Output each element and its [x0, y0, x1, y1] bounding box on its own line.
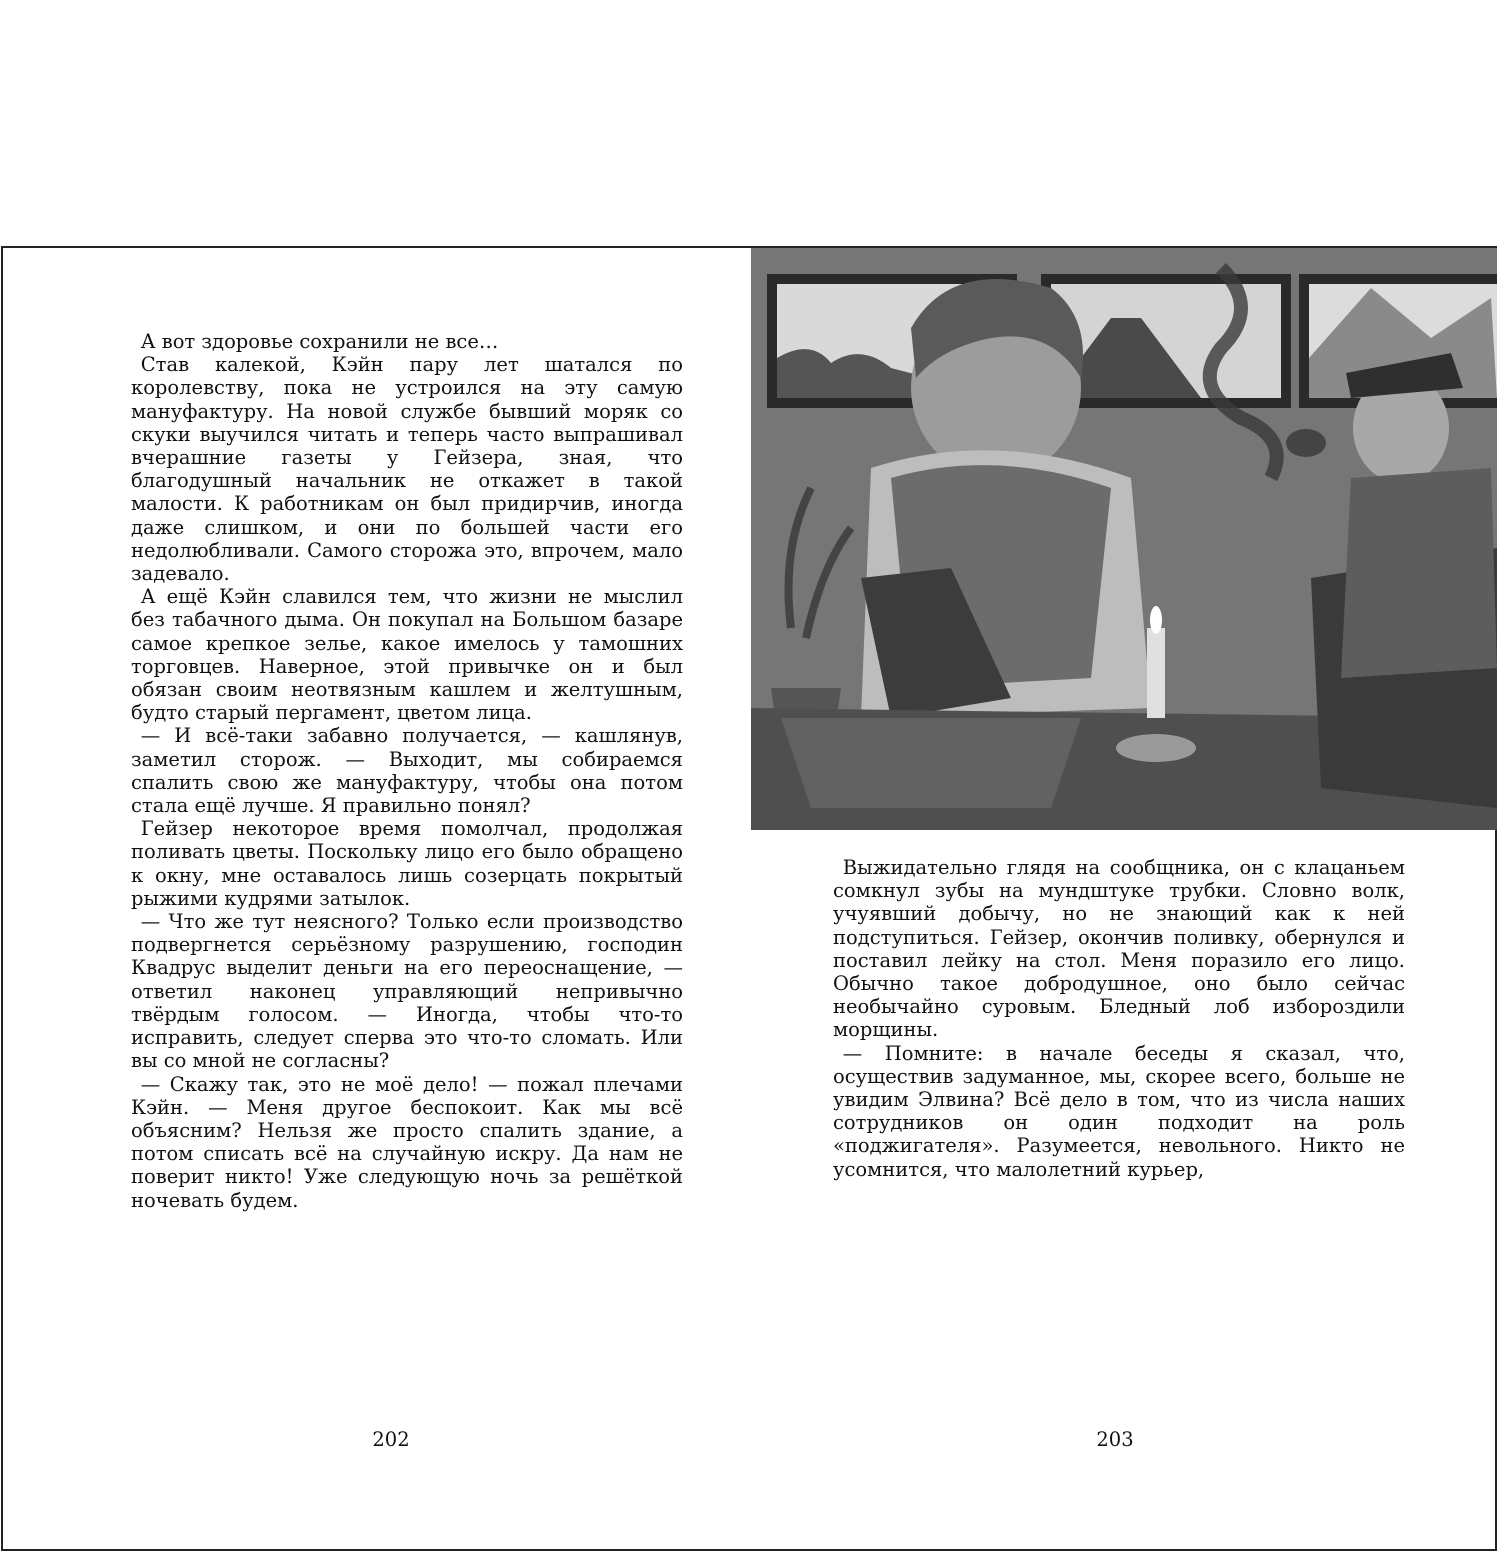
paragraph: — Помните: в начале беседы я сказал, что, осуществив задуманное, мы, скорее всего, больше не увидим Элвина? Всё дело в том, что из числа наших сотрудников он один подходит на роль «поджигателя». Разумеется, невольного. Никто не усомнится, что малолетний курьер, — [833, 1041, 1405, 1181]
watchman-coat — [1341, 468, 1497, 678]
candle-flame — [1150, 606, 1162, 634]
paragraph: А вот здоровье сохранили не все… — [140, 330, 499, 353]
illustration-drawing — [751, 248, 1497, 830]
candle — [1147, 628, 1165, 718]
left-page-text — [131, 330, 683, 1212]
paragraph: — Скажу так, это не моё дело! — пожал плечами Кэйн. — Меня другое беспокоит. Как мы всё объясним? Нельзя же просто спалить здание, а потом списать всё на случайную искру. Да нам не поверит никто! Уже следующую ночь за решёткой ночевать будем. — [131, 1072, 683, 1212]
book-spread — [1, 246, 1497, 1551]
right-page-text — [833, 856, 1405, 1181]
paragraph: — И всё-таки забавно получается, — кашлянув, заметил сторож. — Выходит, мы собираемся спалить свою же мануфактуру, чтобы она потом стала ещё лучше. Я правильно понял? — [131, 724, 683, 818]
paragraph: Став калекой, Кэйн пару лет шатался по королевству, пока не устроился на эту самую мануфактуру. На новой службе бывший моряк со скуки выучился читать и теперь часто выпрашивал вчерашние газеты у Гейзера, зная, что благодушный начальник не откажет в такой малости. К работникам он был придирчив, иногда даже слишком, и они по большей части его недолюбливали. Самого сторожа это, впрочем, мало задевало. — [131, 353, 683, 586]
illustration — [751, 248, 1497, 830]
paragraph: Выжидательно глядя на сообщника, он с клацаньем сомкнул зубы на мундштуке трубки. Словно волк, учуявший добычу, но не знающий как к ней подступиться. Гейзер, окончив поливку, обернулся и поставил лейку на стол. Меня поразило его лицо. Обычно такое добродушное, оно было сейчас необычайно суровым. Бледный лоб избороздили морщины. — [833, 856, 1405, 1042]
candle-holder — [1116, 734, 1196, 762]
right-page — [751, 248, 1499, 1549]
page-number: 203 — [1096, 1428, 1134, 1451]
left-page — [3, 248, 751, 1549]
paragraph: Гейзер некоторое время помолчал, продолжая поливать цветы. Поскольку лицо его было обращено к окну, мне оставалось лишь созерцать покрытый рыжими кудрями затылок. — [131, 817, 683, 910]
paragraph: А ещё Кэйн славился тем, что жизни не мыслил без табачного дыма. Он покупал на Большом базаре самое крепкое зелье, какое имелось у тамошних торговцев. Наверное, этой привычке он и был обязан своим неотвязным кашлем и желтушным, будто старый пергамент, цветом лица. — [131, 585, 683, 725]
paragraph: — Что же тут неясного? Только если производство подвергнется серьёзному разрушению, господин Квадрус выделит деньги на его переоснащение, — ответил наконец управляющий непривычно твёрдым голосом. — Иногда, чтобы что-то исправить, следует сперва это что-то сломать. Или вы со мной не согласны? — [131, 910, 683, 1073]
page-number: 202 — [372, 1428, 410, 1451]
pipe — [1286, 429, 1326, 457]
